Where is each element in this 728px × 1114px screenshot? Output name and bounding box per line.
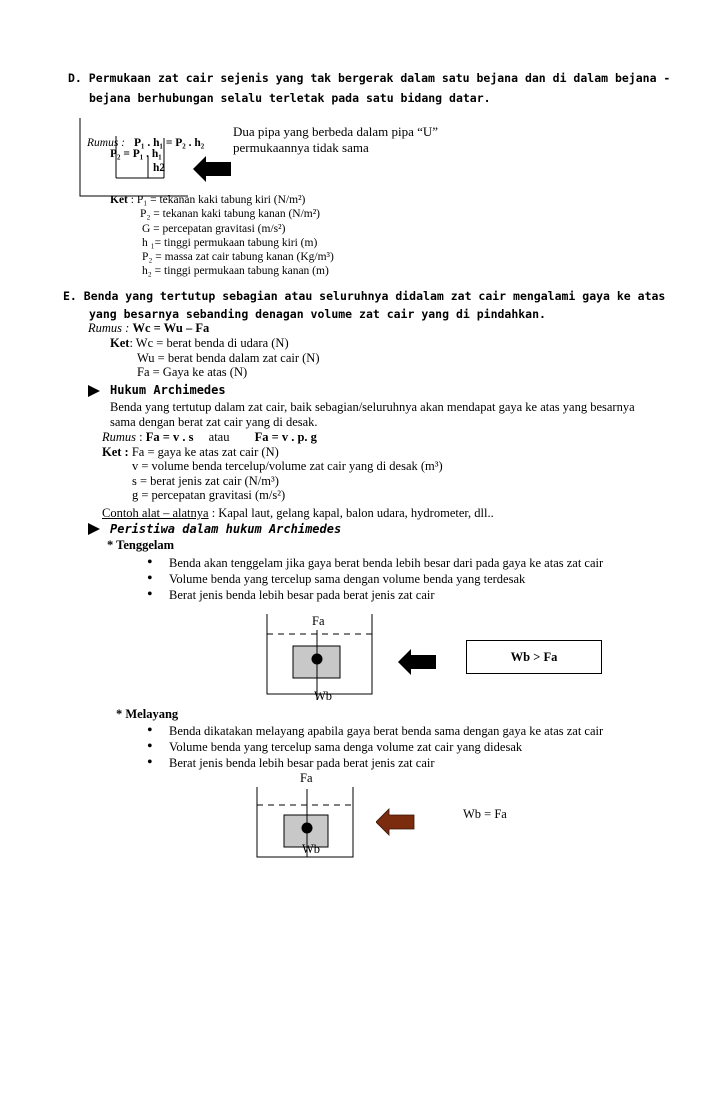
archimedes-ket-0: Fa = gaya ke atas zat cair (N) xyxy=(131,445,279,459)
archimedes-ket-1: v = volume benda tercelup/volume zat cair yang di desak (m³) xyxy=(132,459,443,474)
tenggelam-fa-label: Fa xyxy=(312,614,325,628)
melayang-fa-label: Fa xyxy=(300,771,313,785)
d-ket-1: P₂ = tekanan kaki tabung kanan (N/m²) xyxy=(140,208,321,221)
archimedes-desc-line1: Benda yang tertutup dalam zat cair, baik sebagian/seluruhnya akan mendapat gaya ke atas yang besarnya xyxy=(110,400,635,414)
melayang-label: Wb = Fa xyxy=(463,807,507,821)
d-ket-5: h₂ = tinggi permukaan tabung kanan (m) xyxy=(142,265,329,278)
archimedes-desc-line2: sama dengan berat zat cair yang di desak. xyxy=(110,415,318,429)
tenggelam-wb-label: Wb xyxy=(314,689,333,703)
d-rumus-label: Rumus : xyxy=(87,137,126,149)
e-ket-block xyxy=(110,336,320,380)
e-ket-1: Wu = berat benda dalam zat cair (N) xyxy=(137,350,320,365)
triangle-bullet-icon xyxy=(87,522,101,536)
d-ket-label: Ket xyxy=(110,194,128,206)
arrow-left-icon xyxy=(398,648,438,676)
e-ket-0: : Wc = berat benda di udara (N) xyxy=(129,336,289,350)
archimedes-ket-2: s = berat jenis zat cair (N/m³) xyxy=(132,473,279,488)
archimedes-ket-3: g = percepatan gravitasi (m/s²) xyxy=(132,487,286,502)
d-ket-block xyxy=(110,193,334,279)
d-note-line2: permukaannya tidak sama xyxy=(233,140,369,155)
melayang-item-2: • Berat jenis benda lebih besar pada berat jenis zat cair xyxy=(147,755,603,771)
melayang-list xyxy=(147,723,603,771)
d-rumus-line3: h2 xyxy=(153,162,166,174)
d-rumus-formula: P₁ . h₁ = P₂ . h₂ xyxy=(134,137,205,149)
arrow-left-icon xyxy=(193,155,233,183)
tenggelam-box-label: Wb > Fa xyxy=(466,640,602,674)
d-rumus-line2: P₂ = P₁ . h₁ xyxy=(110,148,162,160)
d-ket-0: : P₁ = tekanan kaki tabung kiri (N/m²) xyxy=(130,194,306,206)
triangle-bullet-icon xyxy=(87,384,101,398)
archimedes-rumus-f2: Fa = v . p. g xyxy=(254,430,317,444)
d-ket-3: h ₁= tinggi permukaan tabung kiri (m) xyxy=(142,236,318,249)
section-d-heading-line2: bejana berhubungan selalu terletak pada satu bidang datar. xyxy=(89,91,491,105)
tenggelam-item-1: • Volume benda yang tercelup sama dengan volume benda yang terdesak xyxy=(147,571,603,587)
tenggelam-list xyxy=(147,555,603,603)
melayang-item-1: • Volume benda yang tercelup sama denga volume zat cair yang didesak xyxy=(147,739,603,755)
e-ket-label: Ket xyxy=(110,336,130,350)
archimedes-ket-label: Ket : xyxy=(102,445,129,459)
section-d-heading-line1: D. Permukaan zat cair sejenis yang tak bergerak dalam satu bejana dan di dalam bejana - xyxy=(68,71,671,85)
tenggelam-item-2: • Berat jenis benda lebih besar pada berat jenis zat cair xyxy=(147,587,603,603)
melayang-item-0: • Benda dikatakan melayang apabila gaya berat benda sama dengan gaya ke atas zat cair xyxy=(147,723,603,739)
d-note-line1: Dua pipa yang berbeda dalam pipa “U” xyxy=(233,124,439,139)
peristiwa-title: Peristiwa dalam hukum Archimedes xyxy=(110,522,342,536)
archimedes-title: Hukum Archimedes xyxy=(110,383,226,397)
contoh-text: : Kapal laut, gelang kapal, balon udara, hydrometer, dll.. xyxy=(208,506,494,520)
e-rumus-label: Rumus : xyxy=(88,321,130,335)
e-rumus-formula: Wc = Wu – Fa xyxy=(132,321,210,335)
melayang-title: * Melayang xyxy=(116,707,179,721)
melayang-wb-label: Wb xyxy=(302,842,321,856)
contoh-label: Contoh alat – alatnya xyxy=(102,506,209,520)
archimedes-ket-block xyxy=(102,445,443,502)
archimedes-rumus: Rumus : Fa = v . s atau Fa = v . p. g xyxy=(102,430,317,444)
archimedes-rumus-f1: Fa = v . s xyxy=(145,430,194,444)
arrow-left-icon xyxy=(376,808,416,836)
tenggelam-title: * Tenggelam xyxy=(107,538,175,552)
tenggelam-item-0: • Benda akan tenggelam jika gaya berat benda lebih besar dari pada gaya ke atas zat cair xyxy=(147,555,603,571)
section-e-heading-line1: E. Benda yang tertutup sebagian atau seluruhnya didalam zat cair mengalami gaya ke atas xyxy=(63,289,666,303)
archimedes-rumus-label: Rumus xyxy=(102,430,137,444)
archimedes-contoh xyxy=(102,506,494,521)
d-ket-4: P₂ = massa zat cair tabung kanan (Kg/m³) xyxy=(142,251,334,264)
e-rumus xyxy=(88,321,209,336)
archimedes-atau: atau xyxy=(208,430,230,444)
d-ket-2: G = percepatan gravitasi (m/s²) xyxy=(142,222,286,235)
section-e-heading-line2: yang besarnya sebanding denagan volume zat cair yang di pindahkan. xyxy=(89,307,546,321)
e-ket-2: Fa = Gaya ke atas (N) xyxy=(137,365,248,379)
